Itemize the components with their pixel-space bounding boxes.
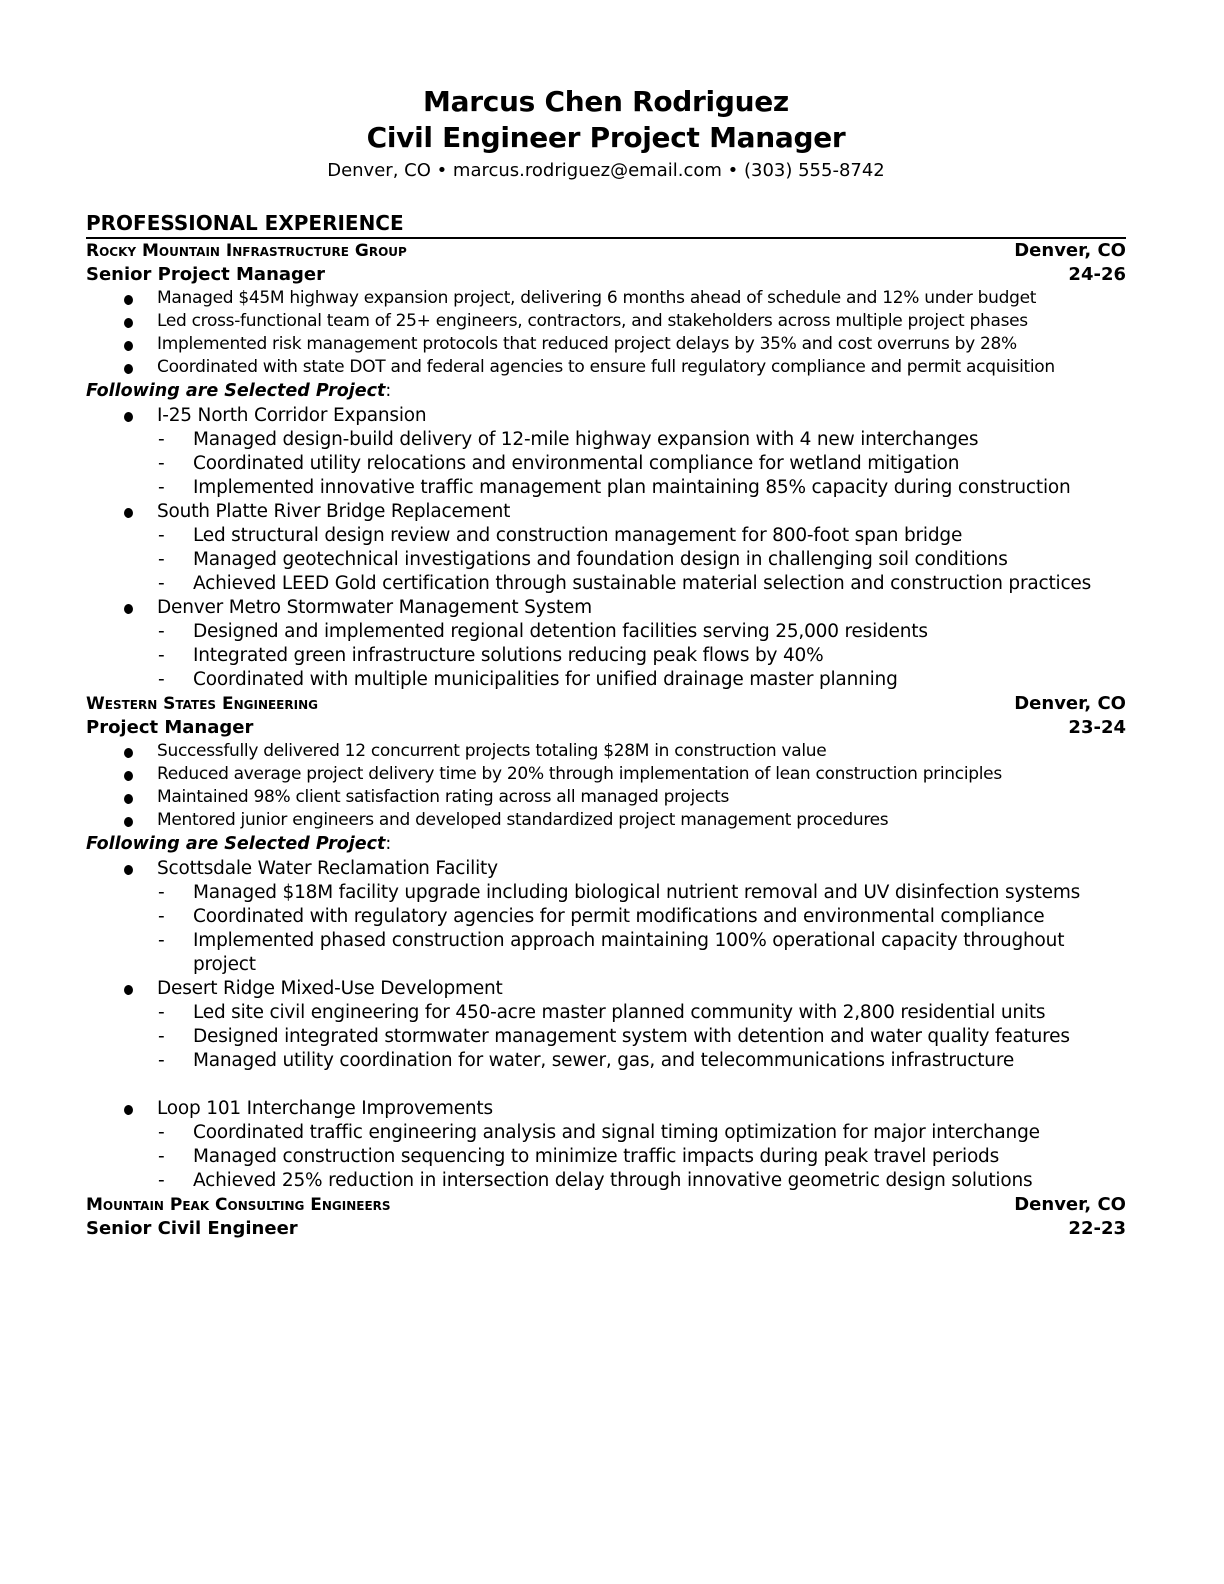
section-title-experience: PROFESSIONAL EXPERIENCE (86, 210, 1126, 239)
bullet-text: Led cross-functional team of 25+ engineers, contractors, and stakeholders across multiple project phases (157, 311, 1028, 331)
job-dates: 24-26 (1068, 264, 1126, 285)
list-item (86, 786, 1126, 809)
dash-icon: - (158, 525, 165, 546)
project-detail: - Led site civil engineering for 450-acre master planned community with 2,800 residential units (158, 1002, 1046, 1023)
project-detail: - Coordinated with regulatory agencies for permit modifications and environmental compliance (158, 906, 1045, 927)
job-bullets (86, 740, 1126, 832)
job-dates: 22-23 (1068, 1218, 1126, 1239)
company-location: Denver, CO (1014, 240, 1126, 261)
bullet-text: Mentored junior engineers and developed standardized project management procedures (157, 810, 889, 830)
project-detail: - Coordinated with multiple municipalities for unified drainage master planning (158, 669, 898, 690)
project-title: Loop 101 Interchange Improvements (157, 1098, 493, 1119)
project-detail: - Coordinated traffic engineering analysis and signal timing optimization for major interchange (158, 1122, 1040, 1143)
list-item (86, 809, 1126, 832)
project-detail: - Managed construction sequencing to minimize traffic impacts during peak travel periods (158, 1146, 1000, 1167)
dash-icon: - (158, 477, 165, 498)
project-item (86, 1097, 1126, 1193)
dash-icon: - (158, 621, 165, 642)
dash-icon: - (158, 930, 165, 951)
resume-page (86, 84, 1126, 1241)
project-item (86, 977, 1126, 1097)
bullet-icon (124, 295, 133, 305)
dash-icon: - (158, 1122, 165, 1143)
project-detail: - Managed $18M facility upgrade including biological nutrient removal and UV disinfection systems (158, 882, 1081, 903)
bullet-text: Implemented risk management protocols that reduced project delays by 35% and cost overruns by 28% (157, 334, 1017, 354)
project-detail: - Managed geotechnical investigations and foundation design in challenging soil conditions (158, 549, 1008, 570)
project-detail: - Implemented phased construction approach maintaining 100% operational capacity throughout project (158, 930, 1065, 975)
list-item (86, 740, 1126, 763)
project-list (86, 857, 1126, 1193)
list-item (86, 310, 1126, 333)
list-item (86, 333, 1126, 356)
company-name: Western States Engineering (86, 694, 318, 714)
project-item (86, 857, 1126, 977)
bullet-icon (124, 604, 133, 614)
bullet-icon (124, 865, 133, 875)
dash-icon: - (158, 429, 165, 450)
project-list (86, 404, 1126, 692)
project-detail: - Managed utility coordination for water, sewer, gas, and telecommunications infrastructure (158, 1050, 1015, 1071)
dash-icon: - (158, 549, 165, 570)
dash-icon: - (158, 1002, 165, 1023)
dash-icon: - (158, 1026, 165, 1047)
project-detail: - Integrated green infrastructure solutions reducing peak flows by 40% (158, 645, 824, 666)
project-title: I-25 North Corridor Expansion (157, 405, 427, 426)
company-location: Denver, CO (1014, 1194, 1126, 1215)
bullet-icon (124, 748, 133, 758)
bullet-icon (124, 985, 133, 995)
company-location: Denver, CO (1014, 693, 1126, 714)
list-item (86, 287, 1126, 310)
bullet-text: Maintained 98% client satisfaction rating across all managed projects (157, 787, 730, 807)
dash-icon: - (158, 1050, 165, 1071)
bullet-text: Managed $45M highway expansion project, delivering 6 months ahead of schedule and 12% under budget (157, 288, 1037, 308)
project-title: Desert Ridge Mixed-Use Development (157, 978, 503, 999)
bullet-icon (124, 817, 133, 827)
company-name: Mountain Peak Consulting Engineers (86, 1195, 391, 1215)
project-detail: - Achieved LEED Gold certification through sustainable material selection and construction practices (158, 573, 1092, 594)
bullet-icon (124, 412, 133, 422)
bullet-icon (124, 318, 133, 328)
dash-icon: - (158, 1170, 165, 1191)
bullet-icon (124, 794, 133, 804)
selected-projects-label: Following are Selected Project: (86, 834, 392, 854)
dash-icon: - (158, 906, 165, 927)
selected-projects-label: Following are Selected Project: (86, 381, 392, 401)
spacer (86, 1073, 1126, 1097)
company-name: Rocky Mountain Infrastructure Group (86, 241, 407, 261)
project-title: Scottsdale Water Reclamation Facility (157, 858, 498, 879)
job-entry (86, 692, 1126, 1193)
list-item (86, 356, 1126, 379)
dash-icon: - (158, 1146, 165, 1167)
project-detail: - Achieved 25% reduction in intersection delay through innovative geometric design solutions (158, 1170, 1033, 1191)
project-detail: - Designed and implemented regional detention facilities serving 25,000 residents (158, 621, 928, 642)
project-detail: - Designed integrated stormwater management system with detention and water quality features (158, 1026, 1070, 1047)
job-entry (86, 1193, 1126, 1241)
bullet-icon (124, 508, 133, 518)
bullet-icon (124, 1105, 133, 1115)
contact-line: Denver, CO • marcus.rodriguez@email.com • (303) 555-8742 (327, 160, 885, 181)
bullet-icon (124, 364, 133, 374)
dash-icon: - (158, 669, 165, 690)
project-detail: - Managed design-build delivery of 12-mile highway expansion with 4 new interchanges (158, 429, 979, 450)
project-detail: - Led structural design review and construction management for 800-foot span bridge (158, 525, 963, 546)
project-detail: - Coordinated utility relocations and environmental compliance for wetland mitigation (158, 453, 960, 474)
dash-icon: - (158, 573, 165, 594)
job-entry (86, 239, 1126, 692)
project-title: South Platte River Bridge Replacement (157, 501, 511, 522)
project-item (86, 404, 1126, 500)
bullet-text: Reduced average project delivery time by 20% through implementation of lean construction principles (157, 764, 1002, 784)
project-detail: - Implemented innovative traffic management plan maintaining 85% capacity during construction (158, 477, 1071, 498)
list-item (86, 763, 1126, 786)
bullet-icon (124, 771, 133, 781)
job-role: Senior Civil Engineer (86, 1218, 298, 1239)
bullet-icon (124, 341, 133, 351)
job-dates: 23-24 (1068, 717, 1126, 738)
bullet-text: Successfully delivered 12 concurrent projects totaling $28M in construction value (157, 741, 827, 761)
candidate-name: Marcus Chen Rodriguez (423, 85, 789, 118)
job-role: Project Manager (86, 717, 254, 738)
job-bullets (86, 287, 1126, 379)
candidate-title: Civil Engineer Project Manager (366, 121, 846, 154)
dash-icon: - (158, 645, 165, 666)
dash-icon: - (158, 453, 165, 474)
project-item (86, 500, 1126, 596)
project-item (86, 596, 1126, 692)
dash-icon: - (158, 882, 165, 903)
project-title: Denver Metro Stormwater Management System (157, 597, 592, 618)
job-role: Senior Project Manager (86, 264, 326, 285)
bullet-text: Coordinated with state DOT and federal agencies to ensure full regulatory compliance and permit acquisition (157, 357, 1055, 377)
